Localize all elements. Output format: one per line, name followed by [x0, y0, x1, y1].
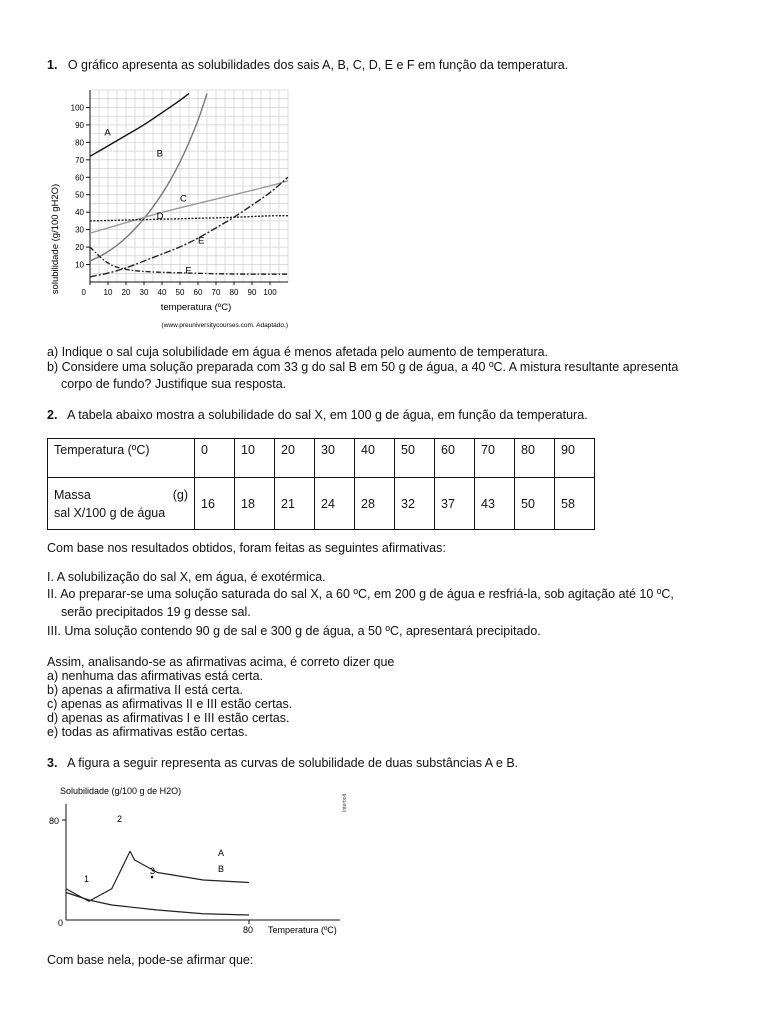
mass-unit: (g): [172, 487, 188, 502]
q3-origin-label: 0: [58, 918, 64, 928]
curve-label-a: A: [104, 127, 111, 139]
x-tick-label: 10: [103, 288, 113, 297]
x-tick-label: 90: [247, 288, 257, 297]
table-cell: 24: [315, 478, 355, 530]
q3-point-1: 1: [84, 874, 90, 884]
y-tick-label: 100: [70, 103, 84, 113]
q3-y-tick-label: 80: [49, 816, 60, 826]
table-cell: 50: [515, 478, 555, 530]
q3-x-tick-label: 80: [243, 925, 254, 935]
table-cell: 60: [435, 439, 475, 478]
q3-series-group: [66, 851, 249, 915]
q2-option-c: c) apenas as afirmativas II e III estão certas.: [47, 697, 293, 711]
y-tick-label: 60: [75, 173, 84, 183]
y-tick-label: 30: [75, 225, 84, 235]
curve-label-c: C: [180, 193, 187, 205]
q1-number: 1.: [47, 58, 58, 72]
table-cell: 0: [195, 439, 235, 478]
q2-heading: [47, 408, 588, 422]
q3-point-2: 2: [117, 814, 123, 824]
q2-solubility-table: [47, 438, 595, 530]
q2-option-a: a) nenhuma das afirmativas está certa.: [47, 669, 264, 683]
q2-option-e: e) todas as afirmativas estão certas.: [47, 725, 248, 739]
x-tick-label: 50: [175, 288, 185, 297]
q1-item-a: a) Indique o sal cuja solubilidade em água é menos afetada pelo aumento de temperatura.: [47, 345, 549, 359]
y-tick-label: 20: [75, 243, 84, 253]
y-tick-label: 70: [75, 155, 84, 165]
y-tick-label: 90: [75, 120, 84, 130]
q2-statement: A tabela abaixo mostra a solubilidade do sal X, em 100 g de água, em função da temperatura.: [67, 408, 588, 422]
q2-number: 2.: [47, 408, 58, 422]
q3-curve-label-b: B: [218, 864, 225, 874]
y-tick-label: 80: [75, 138, 84, 148]
table-cell: 90: [555, 439, 595, 478]
x-tick-label: 100: [263, 288, 277, 297]
q3-point-3-dot: [151, 876, 154, 879]
q1-item-b-line1: b) Considere uma solução preparada com 33 g do sal B em 50 g de água, a 40 ºC. A mistura resultante apresenta: [47, 360, 679, 374]
q3-point-3: 3: [150, 866, 156, 876]
y-tick-label: 50: [75, 190, 84, 200]
table-cell: 28: [355, 478, 395, 530]
curve-label-f: F: [185, 265, 192, 277]
table-cell: 40: [355, 439, 395, 478]
table-cell: 21: [275, 478, 315, 530]
q3-closing: Com base nela, pode-se afirmar que:: [47, 953, 254, 967]
q2-ask: Assim, analisando-se as afirmativas acima, é correto dizer que: [47, 655, 395, 669]
y-tick-label: 10: [75, 260, 84, 270]
x-tick-label: 30: [139, 288, 149, 297]
x-tick-label: 20: [121, 288, 131, 297]
q1-grid: [90, 90, 288, 282]
q2-statement-1: I. A solubilização do sal X, em água, é exotérmica.: [47, 570, 326, 584]
q3-statement: A figura a seguir representa as curvas de solubilidade de duas substâncias A e B.: [67, 756, 519, 770]
table-cell: 18: [235, 478, 275, 530]
q1-y-ticks: [71, 103, 90, 269]
table-row-temperature: [48, 439, 595, 478]
q1-curve-labels: [104, 127, 204, 276]
q3-solubility-chart: [30, 780, 360, 940]
q2-statement-2-line2: serão precipitados 19 g desse sal.: [61, 605, 251, 619]
table-cell: 80: [515, 439, 555, 478]
series-line-a: [66, 851, 249, 901]
q2-intro: Com base nos resultados obtidos, foram feitas as seguintes afirmativas:: [47, 541, 446, 555]
x-tick-label: 80: [229, 288, 239, 297]
q1-heading: [47, 58, 568, 72]
x-tick-label: 70: [211, 288, 221, 297]
table-cell: 58: [555, 478, 595, 530]
table-row-mass: [48, 478, 595, 530]
table-cell: 10: [235, 439, 275, 478]
table-header-temperature: Temperatura (ºC): [48, 439, 195, 478]
table-cell: 16: [195, 478, 235, 530]
x-tick-label: 40: [157, 288, 167, 297]
x-tick-label: 0: [81, 288, 86, 297]
table-cell: 43: [475, 478, 515, 530]
curve-label-e: E: [198, 235, 205, 247]
series-line-b: [66, 893, 249, 916]
q1-x-ticks: [82, 282, 278, 297]
q3-xlabel: Temperatura (ºC): [268, 925, 337, 935]
table-cell: 50: [395, 439, 435, 478]
q2-statement-3: III. Uma solução contendo 90 g de sal e 300 g de água, a 50 ºC, apresentará precipitado.: [47, 624, 541, 638]
q2-option-d: d) apenas as afirmativas I e III estão certas.: [47, 711, 290, 725]
table-cell: 32: [395, 478, 435, 530]
q1-item-b-line2: corpo de fundo? Justifique sua resposta.: [61, 377, 287, 391]
q3-heading: [47, 756, 518, 770]
q2-statement-2-line1: II. Ao preparar-se uma solução saturada do sal X, a 60 ºC, em 200 g de água e resfriá-la, sob agitação até 10 ºC,: [47, 587, 674, 601]
x-tick-label: 60: [193, 288, 203, 297]
q1-xlabel: temperatura (ºC): [160, 302, 232, 313]
table-cell: 70: [475, 439, 515, 478]
table-cell: 37: [435, 478, 475, 530]
q3-number: 3.: [47, 756, 58, 770]
q3-ylabel: Solubilidade (g/100 g de H2O): [60, 786, 182, 796]
y-tick-label: 40: [75, 208, 84, 218]
q1-statement: O gráfico apresenta as solubilidades dos sais A, B, C, D, E e F em função da temperatura.: [67, 58, 569, 72]
table-cell: 20: [275, 439, 315, 478]
q1-ylabel: solubilidade (g/100 gH2O): [50, 183, 61, 295]
curve-label-d: D: [156, 211, 164, 223]
mass-sublabel: sal X/100 g de água: [54, 505, 166, 520]
table-header-mass: [48, 478, 195, 530]
curve-label-b: B: [156, 148, 163, 160]
mass-label: Massa: [54, 487, 91, 502]
q1-source: (www.preuniversitycourses.com. Adaptado.): [161, 322, 288, 329]
q3-curve-label-a: A: [218, 848, 225, 858]
q2-option-b: b) apenas a afirmativa II está certa.: [47, 683, 243, 697]
q3-watermark: Interbolt: [342, 793, 348, 812]
q1-solubility-chart: [46, 86, 306, 336]
table-cell: 30: [315, 439, 355, 478]
